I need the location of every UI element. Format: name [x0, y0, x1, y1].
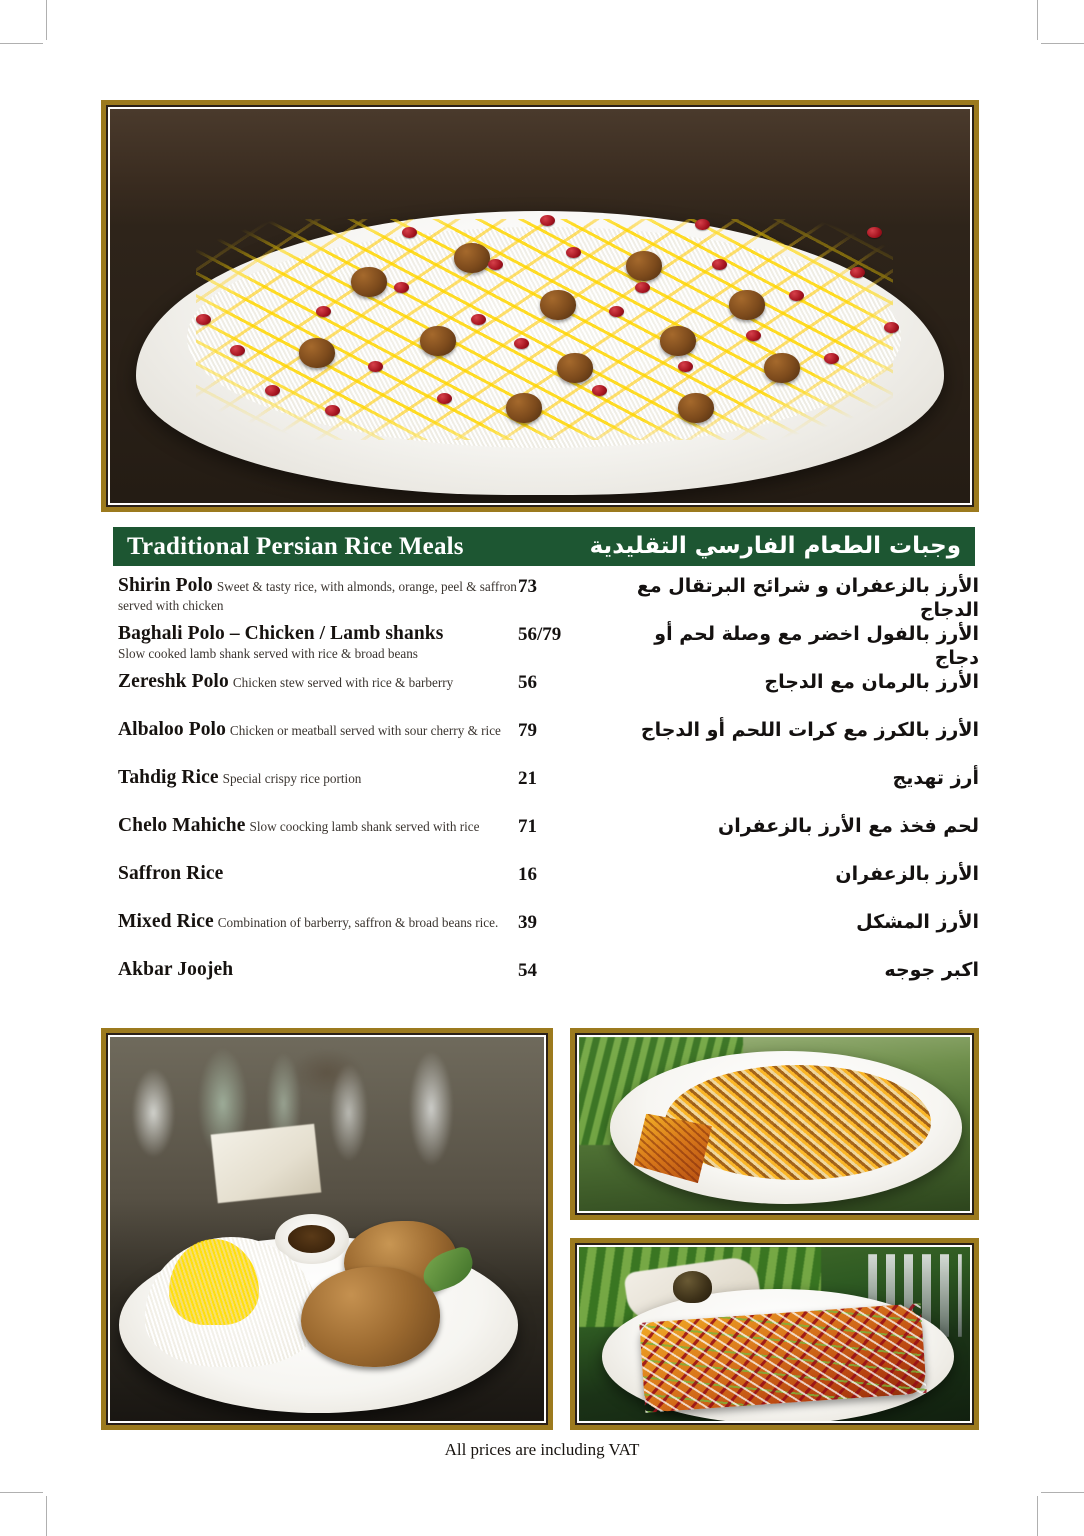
menu-item-arabic: الأرز بالفول اخضر مع وصلة لحم أو دجاج: [654, 623, 979, 669]
right-bottom-photo-nut-garnish: [673, 1271, 712, 1302]
menu-item: [113, 719, 979, 753]
right-bottom-photo-frame-inner: [577, 1245, 972, 1423]
crop-mark-top-right: [984, 0, 1084, 100]
menu-item-description: Chicken or meatball served with sour cherry & rice: [229, 723, 501, 738]
menu-item: [113, 911, 979, 945]
bottom-left-photo-frame-inner: [108, 1035, 546, 1423]
menu-item-english: [118, 815, 518, 837]
menu-item: [113, 959, 979, 993]
bottom-left-photo: [101, 1028, 553, 1430]
menu-list: [113, 575, 979, 1007]
menu-item-name: Chelo Mahiche: [118, 815, 246, 836]
menu-item-english: [118, 911, 518, 933]
menu-item-price: 71: [518, 816, 537, 837]
right-bottom-photo: [570, 1238, 979, 1430]
menu-item-arabic: الأرز بالزعفران و شرائح البرتقال مع الدجاج: [636, 575, 979, 621]
menu-item-english: [118, 575, 518, 615]
menu-item-name: Mixed Rice: [118, 911, 214, 932]
menu-item-price: 56/79: [518, 624, 562, 645]
menu-item-description: Combination of barberry, saffron & broad beans rice.: [217, 915, 499, 930]
section-title-arabic: وجبات الطعام الفارسي التقليدية: [589, 533, 961, 559]
menu-item-name: Baghali Polo – Chicken / Lamb shanks: [118, 623, 444, 644]
menu-item-english: [118, 623, 518, 663]
menu-item-description: Chicken stew served with rice & barberry: [232, 675, 454, 690]
menu-item-name: Zereshk Polo: [118, 671, 229, 692]
menu-item-english: [118, 719, 518, 741]
menu-item-arabic: لحم فخذ مع الأرز بالزعفران: [718, 815, 979, 837]
menu-item: [113, 767, 979, 801]
menu-item-english: [118, 959, 518, 981]
hero-photo-frame-inner: [108, 107, 972, 505]
menu-item-price: 79: [518, 720, 537, 741]
bottom-left-photo-scene: [110, 1037, 544, 1421]
vat-note: All prices are including VAT: [444, 1440, 640, 1459]
menu-item-price: 54: [518, 960, 537, 981]
menu-item-arabic: أرز تهديج: [892, 767, 979, 789]
menu-item-description: Slow cooked lamb shank served with rice & broad beans: [118, 646, 418, 661]
right-top-photo-frame-inner: [577, 1035, 972, 1213]
crop-mark-vertical-line: [46, 0, 47, 40]
menu-item-description: Slow coocking lamb shank served with rice: [249, 819, 480, 834]
menu-item-english: [118, 767, 518, 789]
menu-item-price: 16: [518, 864, 537, 885]
menu-item-description: Sweet & tasty rice, with almonds, orange, peel & saffron served with chicken: [118, 579, 517, 613]
hero-photo: [101, 100, 979, 512]
hero-photo-barberries: [110, 109, 970, 503]
bottom-left-photo-side-dish: [211, 1124, 322, 1204]
menu-item-description: Special crispy rice portion: [222, 771, 362, 786]
menu-item: [113, 815, 979, 849]
crop-mark-horizontal-line: [1041, 43, 1084, 44]
menu-item-arabic: الأرز بالكرز مع كرات اللحم أو الدجاج: [640, 719, 979, 741]
right-top-photo-mixed-rice: [665, 1065, 931, 1180]
menu-item-english: [118, 863, 518, 885]
menu-item-arabic: الأرز بالزعفران: [835, 863, 979, 885]
menu-item: [113, 671, 979, 705]
crop-mark-horizontal-line: [1041, 1492, 1084, 1493]
menu-item: [113, 575, 979, 621]
crop-mark-horizontal-line: [0, 1492, 43, 1493]
menu-item-name: Shirin Polo: [118, 575, 213, 596]
menu-item-arabic: الأرز المشكل: [856, 911, 979, 933]
right-bottom-photo-scene: [579, 1247, 970, 1421]
menu-item-price: 56: [518, 672, 537, 693]
crop-mark-vertical-line: [1037, 1496, 1038, 1536]
menu-item-english: [118, 671, 518, 693]
menu-item-name: Albaloo Polo: [118, 719, 226, 740]
hero-photo-scene: [110, 109, 970, 503]
menu-item-arabic: الأرز بالرمان مع الدجاج: [764, 671, 979, 693]
menu-item-name: Saffron Rice: [118, 863, 224, 884]
right-top-photo-scene: [579, 1037, 970, 1211]
menu-item-arabic: اكبر جوجه: [884, 959, 979, 981]
menu-item-name: Tahdig Rice: [118, 767, 219, 788]
section-banner: [113, 527, 975, 566]
menu-item-name: Akbar Joojeh: [118, 959, 234, 980]
menu-item-price: 39: [518, 912, 537, 933]
menu-item-price: 21: [518, 768, 537, 789]
crop-mark-vertical-line: [46, 1496, 47, 1536]
crop-mark-top-left: [0, 0, 100, 100]
section-title-english: Traditional Persian Rice Meals: [127, 533, 464, 560]
menu-item: [113, 863, 979, 897]
crop-mark-vertical-line: [1037, 0, 1038, 40]
right-top-photo: [570, 1028, 979, 1220]
bottom-left-photo-chicken-piece-front: [301, 1267, 440, 1367]
menu-item-price: 73: [518, 576, 537, 597]
crop-mark-horizontal-line: [0, 43, 43, 44]
menu-item: [113, 623, 979, 669]
